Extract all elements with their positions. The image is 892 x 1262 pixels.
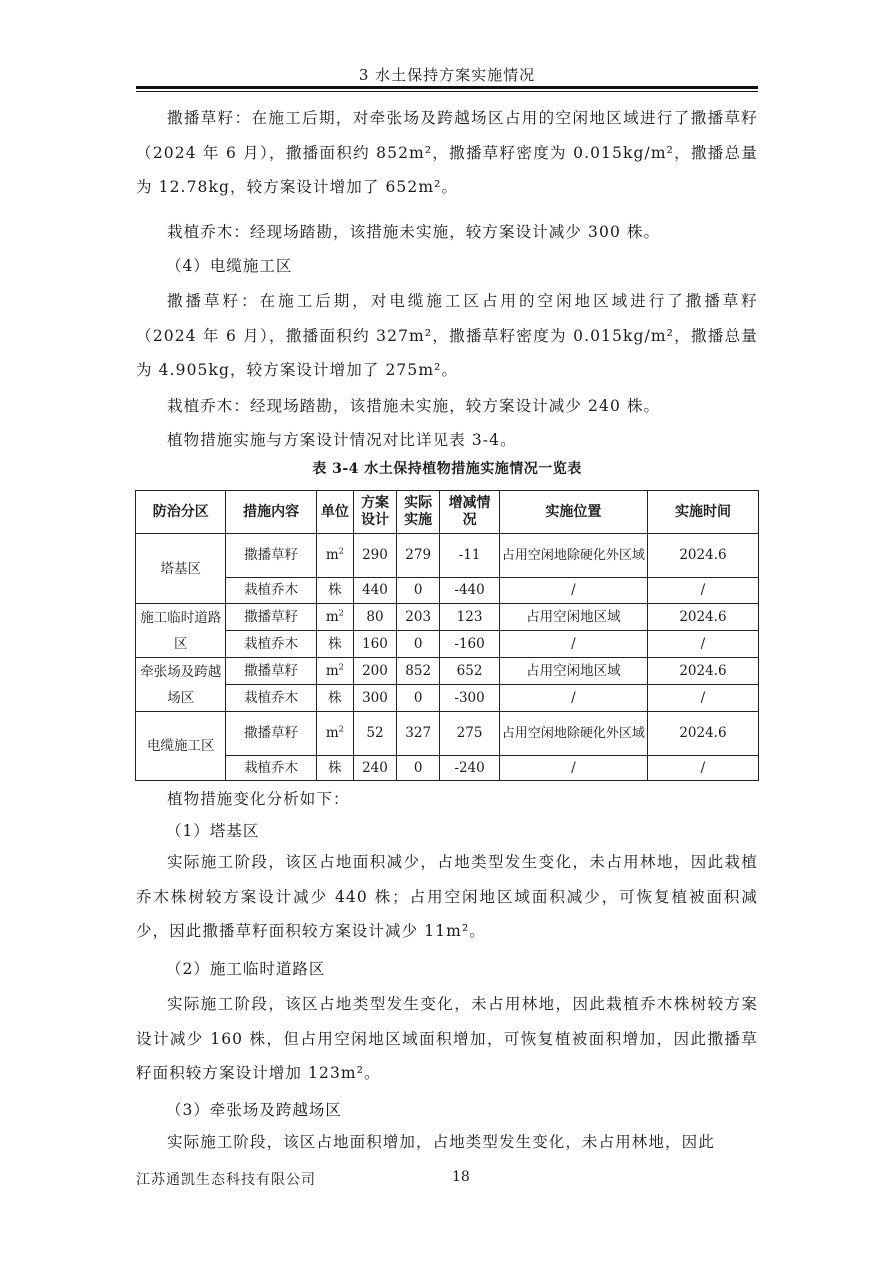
table-row [136,658,759,685]
measure-cell: 栽植乔木 [226,756,316,781]
header-zone: 防治分区 [136,491,226,534]
actual-cell: 279 [397,534,440,578]
measure-cell: 栽植乔木 [226,578,316,604]
measure-cell: 撒播草籽 [226,604,316,631]
paragraph-tower-base-analysis: 实际施工阶段，该区占地面积减少，占地类型发生变化，未占用林地，因此栽植乔木株树较方案设计减少 440 株；占用空闲地区域面积减少，可恢复植被面积减少，因此撒播草籽面积较方案设计减少 11m²。 [136,853,758,940]
header-design: 方案设计 [353,491,396,534]
running-header: 3 水土保持方案实施情况 [358,66,536,84]
header-rule-thick [136,86,758,89]
unit-cell: 株 [316,578,353,604]
location-cell: / [499,578,647,604]
measure-cell: 栽植乔木 [226,631,316,658]
location-cell: 占用空闲地除硬化外区域 [499,712,647,756]
actual-cell: 852 [397,658,440,685]
table-row [136,534,759,578]
page-number: 18 [452,1169,470,1185]
change-cell: 275 [440,712,500,756]
location-cell: 占用空闲地区域 [499,658,647,685]
design-cell: 200 [353,658,396,685]
change-cell: -160 [440,631,500,658]
actual-cell: 0 [397,685,440,712]
table-row [136,578,759,604]
unit-cell: 株 [316,756,353,781]
actual-cell: 0 [397,756,440,781]
design-cell: 160 [353,631,396,658]
table-row [136,712,759,756]
footer-company: 江苏通凯生态科技有限公司 [136,1172,316,1188]
section-heading-temp-road: （2）施工临时道路区 [166,960,326,978]
unit-cell: $m^2$ [316,604,353,631]
time-cell: 2024.6 [647,658,758,685]
measure-cell: 撒播草籽 [226,658,316,685]
design-cell: 80 [353,604,396,631]
change-cell: -11 [440,534,500,578]
actual-cell: 0 [397,631,440,658]
time-cell: / [647,756,758,781]
header-actual: 实际实施 [397,491,440,534]
change-cell: -300 [440,685,500,712]
header-unit: 单位 [316,491,353,534]
measure-cell: 撒播草籽 [226,712,316,756]
header-location: 实施位置 [499,491,647,534]
time-cell: / [647,685,758,712]
header-time: 实施时间 [647,491,758,534]
location-cell: / [499,685,647,712]
table-caption: 表 3-4 水土保持植物措施实施情况一览表 [312,461,582,477]
design-cell: 300 [353,685,396,712]
unit-cell: $m^2$ [316,534,353,578]
paragraph-planting-cable-area: 栽植乔木：经现场踏勘，该措施未实施，较方案设计减少 240 株。 [167,397,661,415]
change-cell: 652 [440,658,500,685]
location-cell: 占用空闲地除硬化外区域 [499,534,647,578]
change-cell: -240 [440,756,500,781]
table-header-row [136,491,759,534]
unit-cell: $m^2$ [316,658,353,685]
time-cell: 2024.6 [647,712,758,756]
unit-cell: 株 [316,685,353,712]
time-cell: / [647,578,758,604]
design-cell: 52 [353,712,396,756]
actual-cell: 0 [397,578,440,604]
header-rule-thin [136,91,758,92]
design-cell: 240 [353,756,396,781]
table-row [136,685,759,712]
zone-cell: 塔基区 [136,534,226,604]
unit-cell: 株 [316,631,353,658]
time-cell: 2024.6 [647,604,758,631]
change-cell: 123 [440,604,500,631]
section-heading-tower-base: （1）塔基区 [166,822,260,840]
paragraph-analysis-intro: 植物措施变化分析如下： [167,790,350,808]
location-cell: / [499,631,647,658]
header-change: 增减情况 [440,491,500,534]
paragraph-seeding-cable-area: 撒播草籽：在施工后期，对电缆施工区占用的空闲地区域进行了撒播草籽（2024 年 6 月），撒播面积约 327m²，撒播草籽密度为 0.015kg/m²，撒播总量为 4.905kg，较方案设计增加了 275m²。 [136,292,758,379]
measure-cell: 栽植乔木 [226,685,316,712]
header-measure: 措施内容 [226,491,316,534]
paragraph-temp-road-analysis: 实际施工阶段，该区占地类型发生变化，未占用林地，因此栽植乔木株树较方案设计减少 160 株，但占用空闲地区域面积增加，可恢复植被面积增加，因此撒播草籽面积较方案设计增加 123m²。 [136,995,758,1082]
table-row [136,631,759,658]
section-heading-traction-site: （3）牵张场及跨越场区 [166,1101,342,1119]
zone-cell: 电缆施工区 [136,712,226,781]
location-cell: 占用空闲地区域 [499,604,647,631]
design-cell: 290 [353,534,396,578]
time-cell: 2024.6 [647,534,758,578]
paragraph-planting-traction-site: 栽植乔木：经现场踏勘，该措施未实施，较方案设计减少 300 株。 [167,223,661,241]
measure-cell: 撒播草籽 [226,534,316,578]
zone-cell: 施工临时道路区 [136,604,226,658]
paragraph-seeding-traction-site: 撒播草籽：在施工后期，对牵张场及跨越场区占用的空闲地区域进行了撒播草籽（2024 年 6 月），撒播面积约 852m²，撒播草籽密度为 0.015kg/m²，撒播总量为 12.78kg，较方案设计增加了 652m²。 [136,109,758,196]
change-cell: -440 [440,578,500,604]
actual-cell: 203 [397,604,440,631]
section-heading-cable-area: （4）电缆施工区 [166,257,293,275]
location-cell: / [499,756,647,781]
table-row [136,756,759,781]
design-cell: 440 [353,578,396,604]
paragraph-traction-site-analysis: 实际施工阶段，该区占地面积增加，占地类型发生变化，未占用林地，因此 [167,1133,715,1151]
actual-cell: 327 [397,712,440,756]
time-cell: / [647,631,758,658]
table-row [136,604,759,631]
unit-cell: $m^2$ [316,712,353,756]
zone-cell: 牵张场及跨越场区 [136,658,226,712]
vegetation-measures-table [135,490,759,781]
paragraph-table-reference: 植物措施实施与方案设计情况对比详见表 3-4。 [167,431,517,449]
